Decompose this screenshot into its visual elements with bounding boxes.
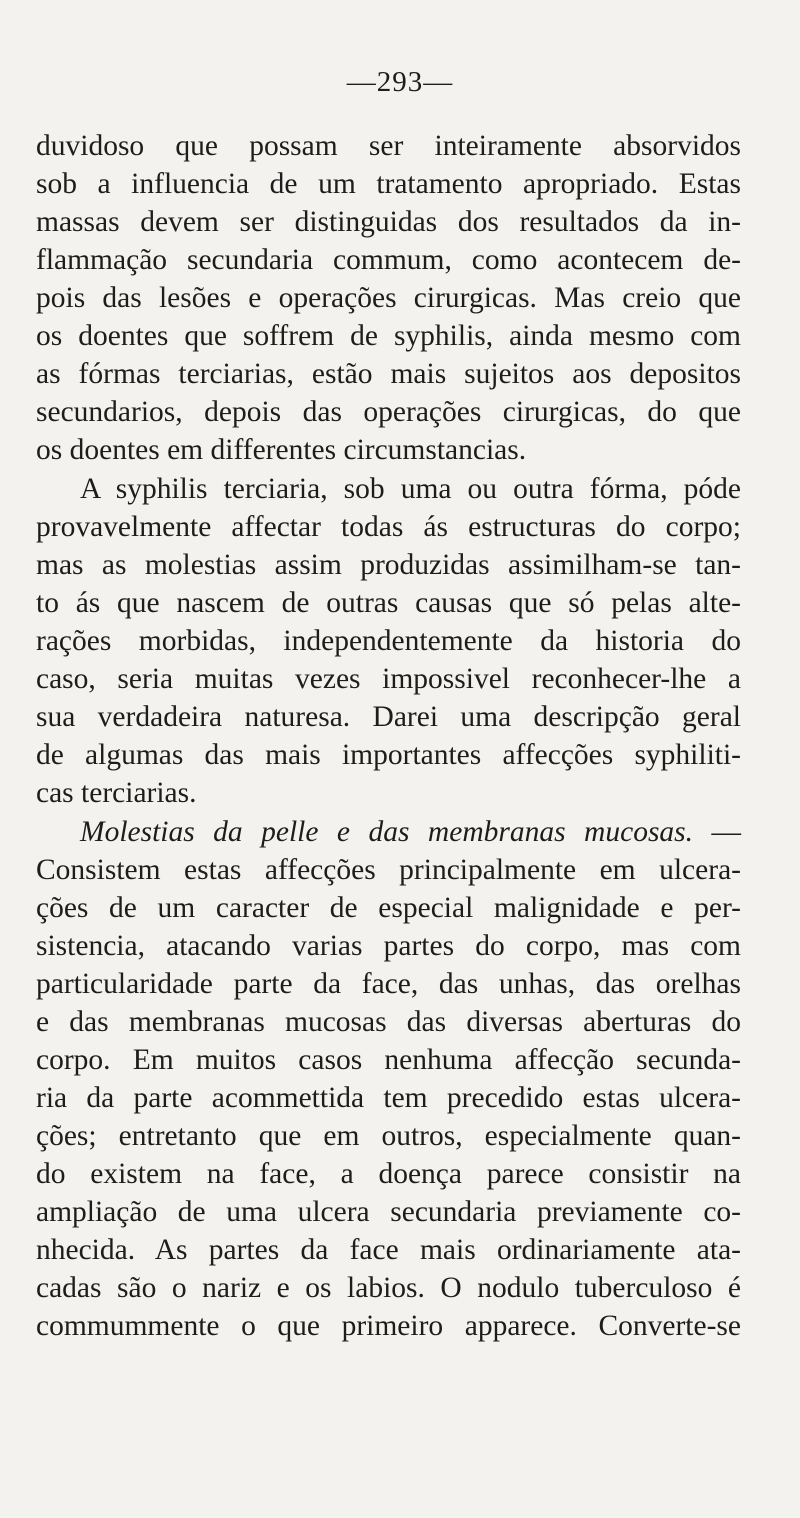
text-line: sob a influencia de um tratamento apropriado. Estas bbox=[36, 168, 741, 200]
text-line: Consistem estas affecções principalmente em ulcera- bbox=[36, 854, 741, 886]
section-heading-line: Molestias da pelle e das membranas mucosas. — bbox=[80, 816, 742, 848]
text-line: nhecida. As partes da face mais ordinariamente ata- bbox=[36, 1234, 741, 1266]
text-line: rações morbidas, independentemente da historia do bbox=[36, 625, 741, 657]
text-line: de algumas das mais importantes affecções syphiliti- bbox=[36, 739, 741, 771]
text-line: cas terciarias. bbox=[36, 777, 197, 809]
text-line: do existem na face, a doença parece consistir na bbox=[36, 1158, 741, 1190]
text-line: ampliação de uma ulcera secundaria previamente co- bbox=[36, 1196, 741, 1228]
text-line: sistencia, atacando varias partes do corpo, mas com bbox=[36, 930, 741, 962]
text-line: e das membranas mucosas das diversas aberturas do bbox=[36, 1006, 741, 1038]
text-line: commummente o que primeiro apparece. Converte-se bbox=[36, 1310, 741, 1342]
section-heading: Molestias da pelle e das membranas mucosas. bbox=[80, 816, 694, 848]
page-number: —293— bbox=[346, 66, 454, 98]
text-line: as fórmas terciarias, estão mais sujeitos aos depositos bbox=[36, 358, 741, 390]
text-line: flammação secundaria commum, como acontecem de- bbox=[36, 244, 741, 276]
text-line: corpo. Em muitos casos nenhuma affecção secunda- bbox=[36, 1044, 741, 1076]
text-line: A syphilis terciaria, sob uma ou outra fórma, póde bbox=[80, 473, 741, 505]
text-line: mas as molestias assim produzidas assimilham-se tan- bbox=[36, 549, 741, 581]
text-line: provavelmente affectar todas ás estructuras do corpo; bbox=[36, 511, 741, 543]
text-line: cadas são o nariz e os labios. O nodulo tuberculoso é bbox=[36, 1272, 741, 1304]
text-line: pois das lesões e operações cirurgicas. Mas creio que bbox=[36, 282, 741, 314]
text-line: ções de um caracter de especial malignidade e per- bbox=[36, 892, 741, 924]
text-line: os doentes que soffrem de syphilis, ainda mesmo com bbox=[36, 320, 741, 352]
text-line: os doentes em differentes circumstancias. bbox=[36, 434, 527, 466]
text-line: particularidade parte da face, das unhas, das orelhas bbox=[36, 968, 741, 1000]
text-line: ria da parte acommettida tem precedido estas ulcera- bbox=[36, 1082, 741, 1114]
text-line: caso, seria muitas vezes impossivel reconhecer-lhe a bbox=[36, 663, 741, 695]
text-line: massas devem ser distinguidas dos resultados da in- bbox=[36, 206, 741, 238]
text-line: duvidoso que possam ser inteiramente absorvidos bbox=[36, 130, 741, 162]
text-line: sua verdadeira naturesa. Darei uma descripção geral bbox=[36, 701, 741, 733]
text-line: ções; entretanto que em outros, especialmente quan- bbox=[36, 1120, 741, 1152]
text-line: to ás que nascem de outras causas que só pelas alte- bbox=[36, 587, 741, 619]
text-line: secundarios, depois das operações cirurgicas, do que bbox=[36, 396, 741, 428]
